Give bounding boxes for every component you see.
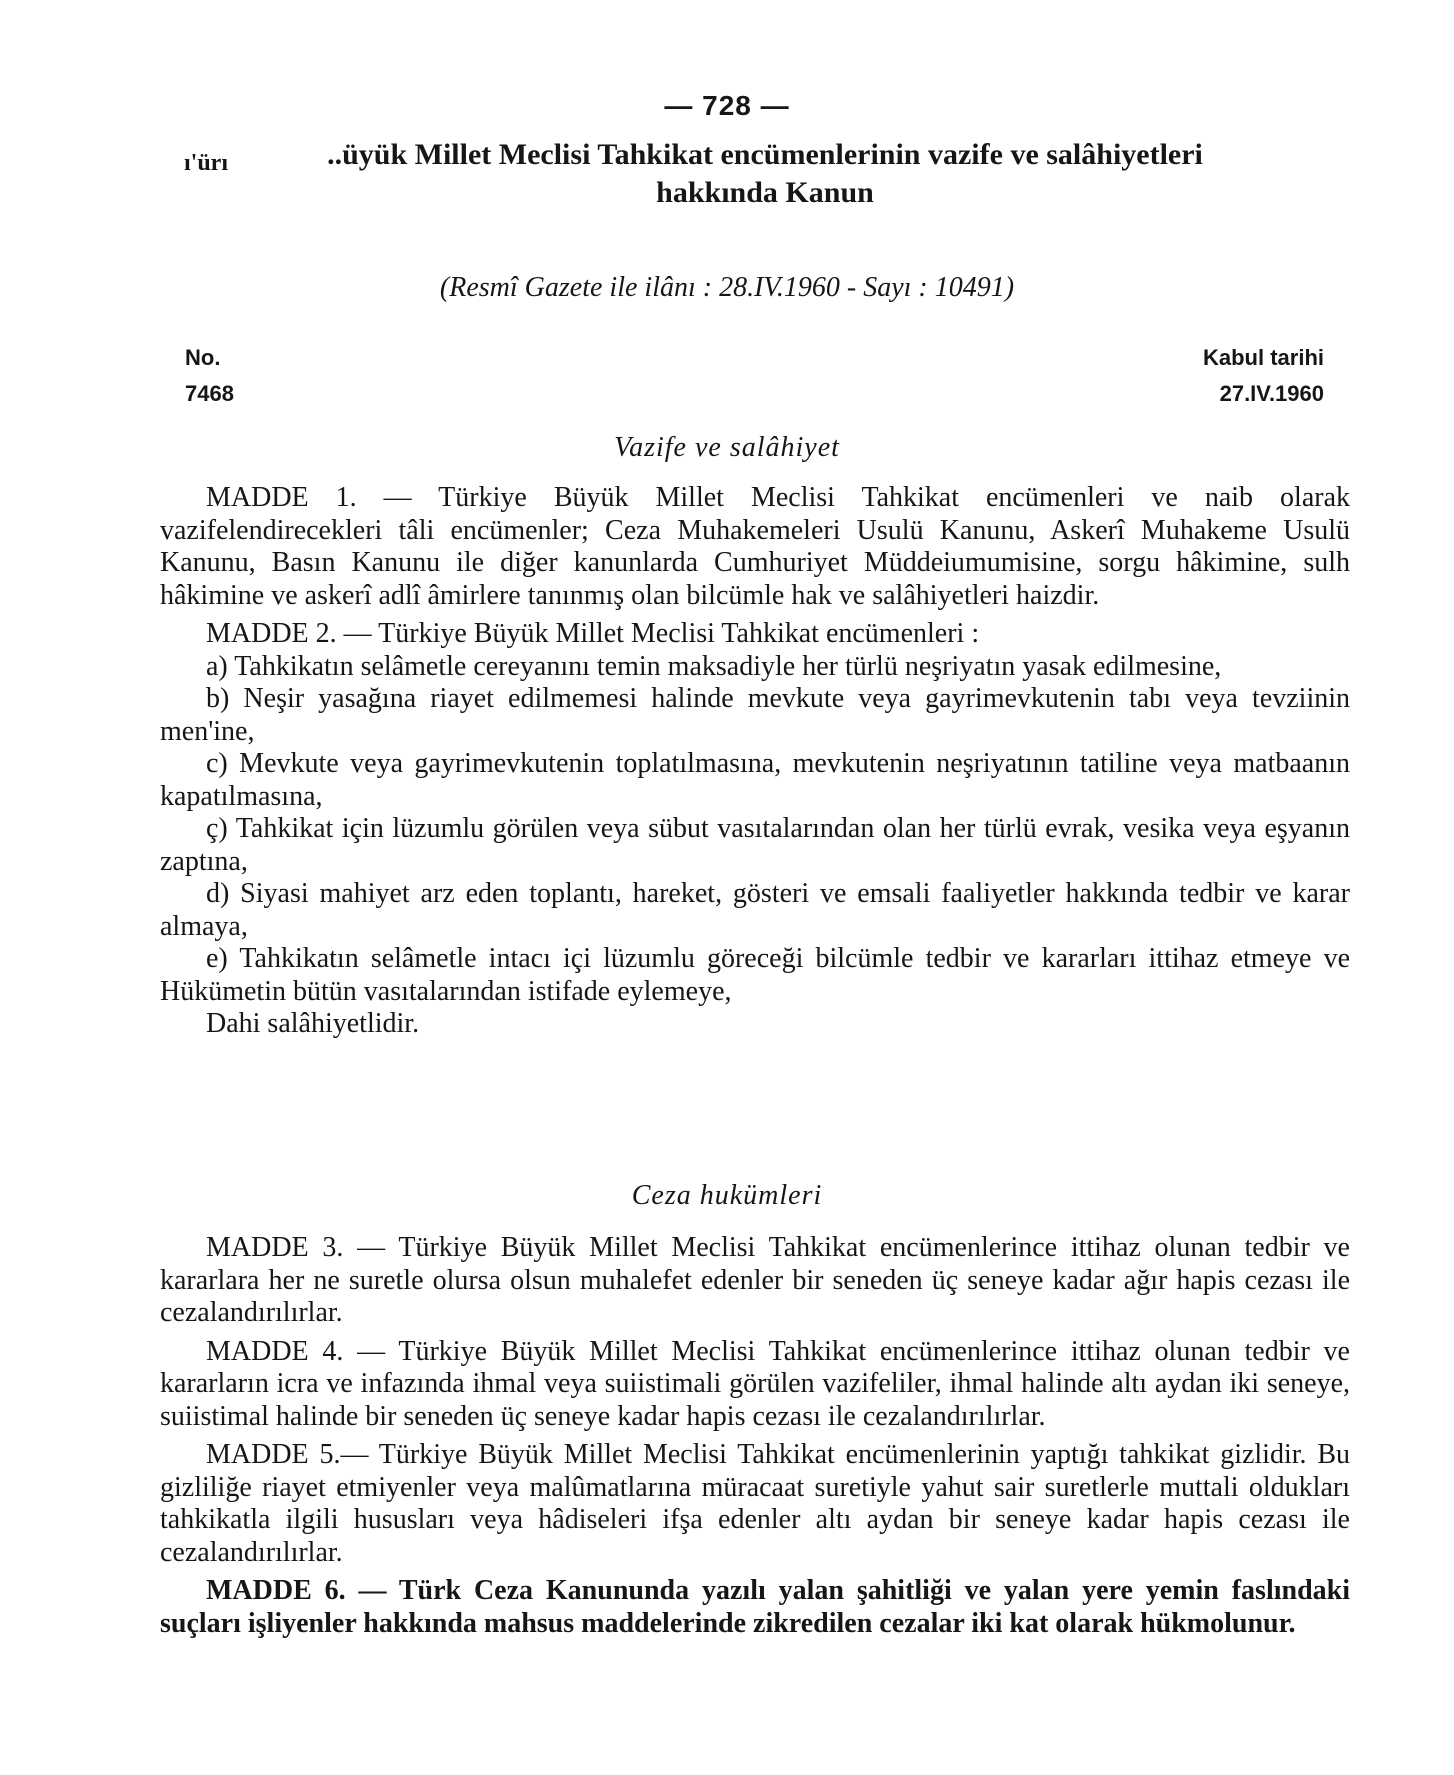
law-title	[184, 136, 1340, 212]
section-heading-duties: Vazife ve salâhiyet	[614, 432, 840, 463]
acceptance-date-block	[1203, 340, 1324, 412]
article-6: MADDE 6. — Türk Ceza Kanununda yazılı yalan şahitliği ve yalan yere yemin faslındaki suçları işliyenler hakkında mahsus maddelerinde zikredilen cezalar iki kat olarak hükmolunur.	[160, 1575, 1350, 1639]
article-5: MADDE 5.— Türkiye Büyük Millet Meclisi Tahkikat encümenlerinin yaptığı tahkikat gizlidir. Bu gizliliğe riayet etmiyenler veya malûmatlarına müracaat suretiyle yahut sair suretlerle muttali oldukları tahkikatla ilgili hususları veya hâdiseleri ifşa edenler altı aydan bir seneye kadar hapis cezası ile cezalandırılırlar.	[160, 1439, 1350, 1568]
article-2-item-c: c) Mevkute veya gayrimevkutenin toplatılmasına, mevkutenin neşriyatının tatiline veya matbaanın kapatılmasına,	[160, 748, 1350, 812]
acceptance-date-label: Kabul tarihi	[1202, 345, 1324, 370]
page-number: — 728 —	[664, 90, 790, 121]
section-heading-penalties: Ceza hukümleri	[631, 1180, 823, 1211]
law-number-value: 7468	[185, 381, 234, 406]
article-2-closing: Dahi salâhiyetlidir.	[206, 1008, 420, 1039]
article-2-item-cc: ç) Tahkikat için lüzumlu görülen veya sübut vasıtalarından olan her türlü evrak, vesika veya eşyanın zaptına,	[160, 813, 1350, 877]
article-2-item-e: e) Tahkikatın selâmetle intacı içi lüzumlu göreceği bilcümle tedbir ve kararları ittihaz etmeye ve Hükümetin bütün vasıtalarından istifade eylemeye,	[160, 943, 1350, 1007]
article-2-item-b: b) Neşir yasağına riayet edilmemesi halinde mevkute veya gayrimevkutenin tabı veya tevziinin men'ine,	[160, 683, 1350, 747]
gazette-reference: (Resmî Gazete ile ilânı : 28.IV.1960 - Sayı : 10491)	[439, 272, 1015, 303]
title-fragment: ı'ürı	[184, 150, 229, 176]
article-2-item-a: a) Tahkikatın selâmetle cereyanını temin maksadiyle her türlü neşriyatın yasak edilmesine,	[206, 650, 1222, 682]
articles-block-1	[160, 482, 1350, 1041]
law-number-block	[185, 340, 234, 412]
article-3: MADDE 3. — Türkiye Büyük Millet Meclisi Tahkikat encümenlerince ittihaz olunan tedbir ve kararlara her ne suretle olursa olsun muhalefet edenler bir seneden üç seneye kadar ağır hapis cezası ile cezalandırılırlar.	[160, 1232, 1350, 1328]
acceptance-date-value: 27.IV.1960	[1219, 381, 1324, 406]
article-4: MADDE 4. — Türkiye Büyük Millet Meclisi Tahkikat encümenlerince ittihaz olunan tedbir ve kararların icra ve infazında ihmal veya suiistimali görülen vazifeliler, ihmal halinde altı aydan iki seneye, suiistimal halinde bir seneden üç seneye kadar hapis cezası ile cezalandırılırlar.	[160, 1335, 1350, 1432]
article-1: MADDE 1. — Türkiye Büyük Millet Meclisi Tahkikat encümenleri ve naib olarak vazifelendirecekleri tâli encümenler; Ceza Muhakemeleri Usulü Kanunu, Askerî Muhakeme Usulü Kanunu, Basın Kanunu ile diğer kanunlarda Cumhuriyet Müddeiumumisine, sorgu hâkimine, sulh hâkimine ve askerî adlî âmirlere tanınmış olan bilcümle hak ve salâhiyetleri haizdir.	[160, 482, 1350, 611]
title-line-2: hakkında Kanun	[656, 176, 874, 209]
article-2-intro: MADDE 2. — Türkiye Büyük Millet Meclisi Tahkikat encümenleri :	[206, 618, 980, 649]
title-line-1: ..üyük Millet Meclisi Tahkikat encümenlerinin vazife ve salâhiyetleri	[327, 138, 1203, 171]
law-number-label: No.	[185, 345, 221, 370]
articles-block-2	[160, 1232, 1350, 1640]
article-2-item-d: d) Siyasi mahiyet arz eden toplantı, hareket, gösteri ve emsali faaliyetler hakkında tedbir ve karar almaya,	[160, 878, 1350, 942]
